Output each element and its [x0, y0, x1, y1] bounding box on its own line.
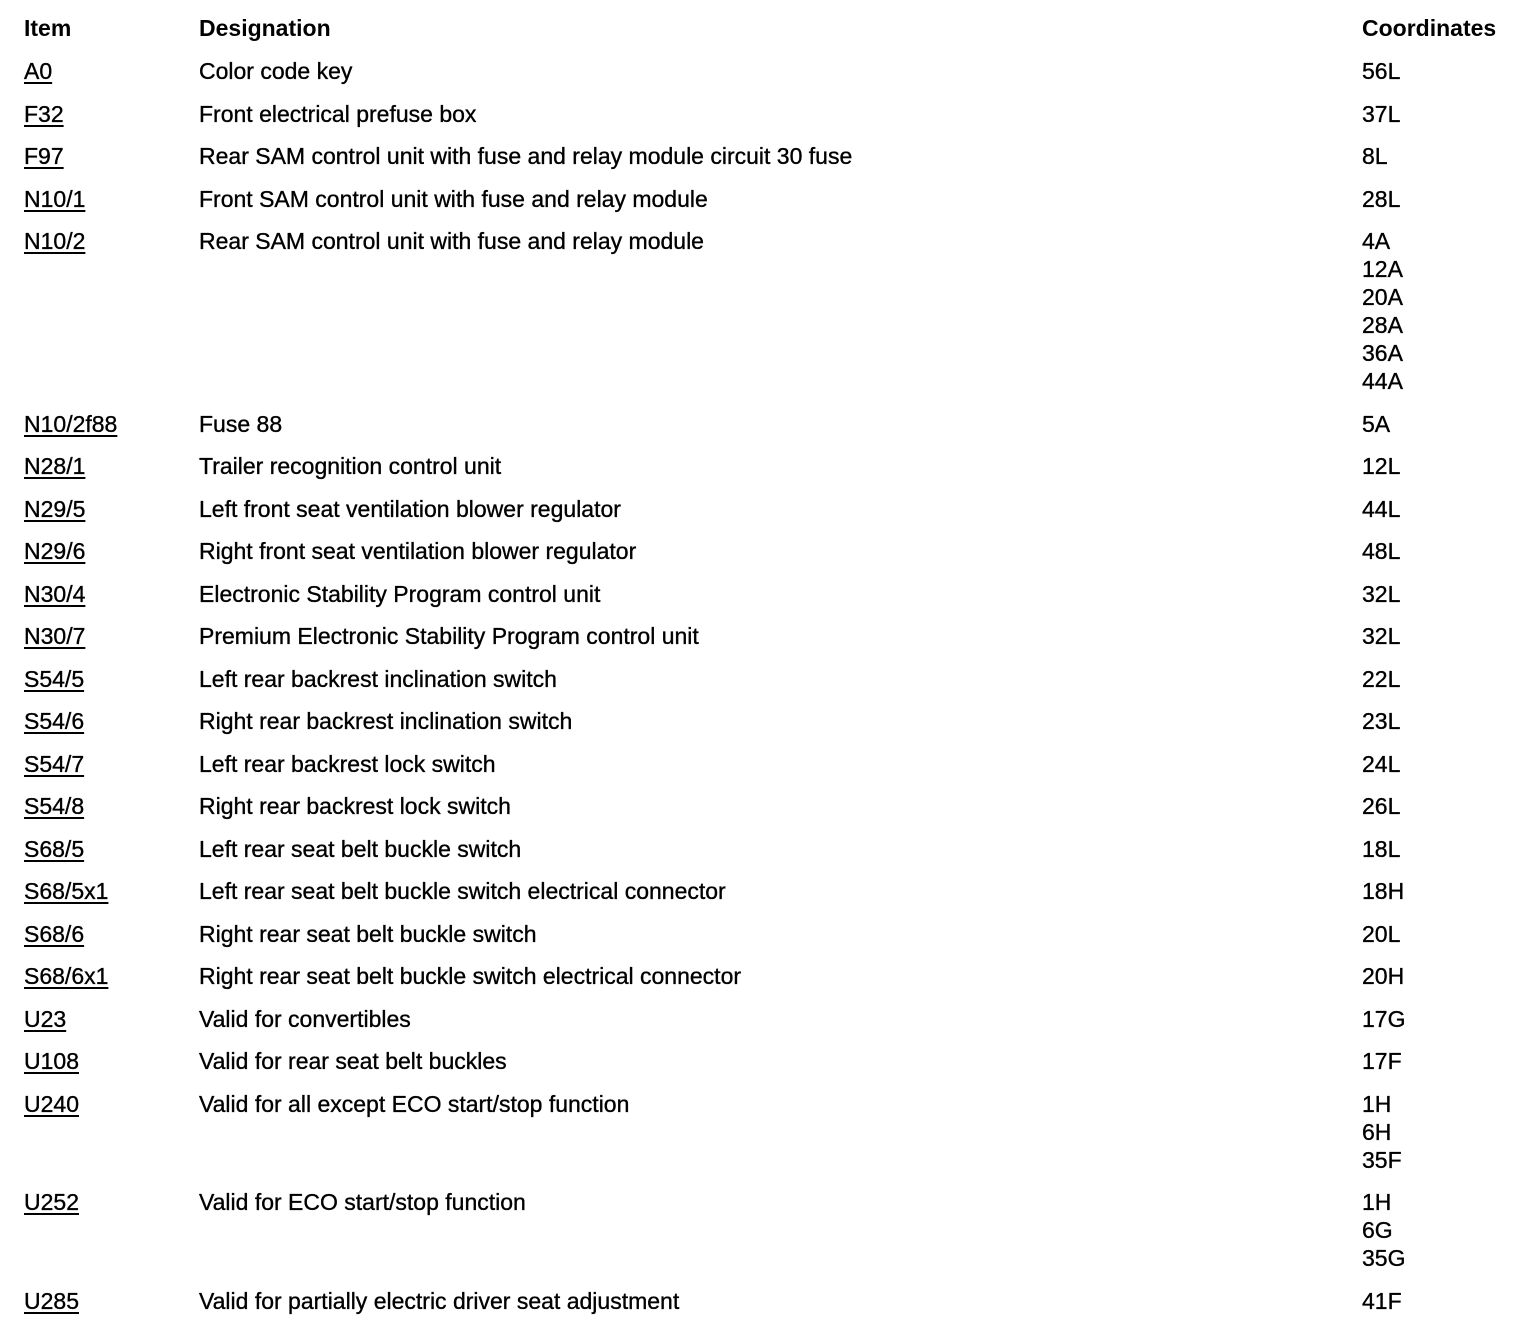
coordinate-value: 32L: [1362, 623, 1401, 649]
item-cell: [24, 1090, 199, 1118]
coordinates-cell: [1362, 835, 1522, 863]
item-cell: [24, 185, 199, 213]
item-link[interactable]: S54/6: [24, 708, 85, 734]
coordinates-cell: [1362, 877, 1522, 905]
designation-cell: Valid for rear seat belt buckles: [199, 1048, 507, 1074]
designation-cell: Valid for ECO start/stop function: [199, 1189, 526, 1215]
item-link[interactable]: N10/2f88: [24, 410, 118, 437]
designation-cell: Right front seat ventilation blower regulator: [199, 538, 637, 564]
item-cell: [24, 1047, 199, 1075]
item-link[interactable]: N29/5: [24, 495, 86, 522]
table-row: [24, 495, 1524, 523]
item-cell: [24, 410, 199, 438]
item-cell: [24, 1188, 199, 1216]
item-link[interactable]: U23: [24, 1005, 67, 1032]
coordinate-value: 20A: [1362, 284, 1403, 310]
coordinate-value: 44L: [1362, 495, 1401, 522]
table-row: [24, 410, 1524, 438]
item-link[interactable]: A0: [24, 58, 53, 84]
coordinates-cell: [1362, 142, 1522, 170]
item-cell: [24, 495, 199, 523]
item-cell: [24, 227, 199, 255]
table-row: [24, 792, 1524, 820]
coordinates-cell: [1362, 1005, 1522, 1033]
item-link[interactable]: S68/5x1: [24, 878, 109, 904]
designation-cell: Front SAM control unit with fuse and relay module: [199, 185, 708, 212]
designation-cell: Premium Electronic Stability Program control unit: [199, 623, 699, 649]
table-row: [24, 57, 1524, 85]
item-link[interactable]: N10/2: [24, 228, 86, 254]
coordinates-cell: [1362, 452, 1522, 480]
item-cell: [24, 750, 199, 778]
item-link[interactable]: U252: [24, 1189, 79, 1215]
table-row: [24, 1005, 1524, 1033]
table-row: [24, 142, 1524, 170]
designation-cell: Color code key: [199, 58, 353, 84]
item-cell: [24, 1005, 199, 1033]
coordinates-cell: [1362, 1188, 1522, 1272]
item-link[interactable]: S68/6x1: [24, 963, 109, 989]
designation-cell: Right rear backrest inclination switch: [199, 708, 573, 734]
item-link[interactable]: U285: [24, 1287, 79, 1314]
coordinates-cell: [1362, 750, 1522, 778]
table-row: [24, 750, 1524, 778]
item-link[interactable]: U240: [24, 1090, 79, 1117]
designation-cell: Valid for partially electric driver seat adjustment: [199, 1287, 680, 1314]
item-cell: [24, 1287, 199, 1315]
table-row: [24, 185, 1524, 213]
coordinate-value: 12A: [1362, 256, 1403, 282]
coordinates-cell: [1362, 962, 1522, 990]
coordinate-value: 48L: [1362, 538, 1401, 564]
coordinate-value: 35G: [1362, 1245, 1406, 1271]
designation-cell: Trailer recognition control unit: [199, 453, 502, 479]
designation-cell: Electronic Stability Program control unit: [199, 580, 601, 607]
coordinates-cell: [1362, 1090, 1522, 1174]
coordinates-cell: [1362, 792, 1522, 820]
designation-cell: Rear SAM control unit with fuse and relay module: [199, 228, 704, 254]
coordinate-value: 17F: [1362, 1048, 1402, 1074]
table-row: [24, 962, 1524, 990]
item-cell: [24, 707, 199, 735]
item-cell: [24, 877, 199, 905]
coordinate-value: 18H: [1362, 878, 1405, 904]
coordinate-value: 36A: [1362, 340, 1403, 366]
table-row: [24, 100, 1524, 128]
coordinate-value: 32L: [1362, 580, 1401, 607]
table-row: [24, 665, 1524, 693]
coordinate-value: 26L: [1362, 793, 1401, 819]
item-cell: [24, 580, 199, 608]
coordinate-value: 22L: [1362, 665, 1401, 692]
item-link[interactable]: U108: [24, 1048, 79, 1074]
designation-cell: Right rear seat belt buckle switch: [199, 920, 537, 947]
item-link[interactable]: N28/1: [24, 453, 86, 479]
item-link[interactable]: N30/4: [24, 580, 86, 607]
designation-cell: Rear SAM control unit with fuse and relay module circuit 30 fuse: [199, 143, 853, 169]
item-link[interactable]: S68/6: [24, 920, 85, 947]
coordinate-value: 8L: [1362, 143, 1388, 169]
coordinate-value: 24L: [1362, 750, 1401, 777]
coordinates-cell: [1362, 410, 1522, 438]
item-cell: [24, 835, 199, 863]
column-header-coordinates: Coordinates: [1362, 15, 1497, 41]
item-link[interactable]: S54/5: [24, 665, 85, 692]
table-row: [24, 227, 1524, 395]
table-row: [24, 707, 1524, 735]
coordinate-value: 6G: [1362, 1217, 1393, 1243]
coordinate-value: 20H: [1362, 963, 1405, 989]
table-row: [24, 920, 1524, 948]
designation-cell: Front electrical prefuse box: [199, 100, 477, 127]
coordinates-cell: [1362, 580, 1522, 608]
column-header-item: Item: [24, 15, 72, 41]
item-cell: [24, 100, 199, 128]
coordinate-value: 1H: [1362, 1189, 1392, 1215]
component-table: [24, 14, 1524, 1329]
coordinate-value: 17G: [1362, 1005, 1406, 1032]
coordinates-cell: [1362, 920, 1522, 948]
table-row: [24, 452, 1524, 480]
coordinates-cell: [1362, 185, 1522, 213]
item-cell: [24, 792, 199, 820]
item-cell: [24, 57, 199, 85]
column-header-designation: Designation: [199, 15, 331, 41]
coordinates-cell: [1362, 707, 1522, 735]
coordinate-value: 41F: [1362, 1287, 1402, 1314]
coordinate-value: 18L: [1362, 835, 1401, 862]
table-row: [24, 1287, 1524, 1315]
designation-cell: Fuse 88: [199, 410, 283, 437]
coordinate-value: 28A: [1362, 312, 1403, 338]
table-row: [24, 1188, 1524, 1272]
table-body: [24, 57, 1524, 1315]
table-row: [24, 1090, 1524, 1174]
coordinates-cell: [1362, 1047, 1522, 1075]
table-row: [24, 835, 1524, 863]
coordinate-value: 37L: [1362, 100, 1401, 127]
item-link[interactable]: F32: [24, 100, 64, 127]
item-cell: [24, 962, 199, 990]
coordinates-cell: [1362, 665, 1522, 693]
item-cell: [24, 537, 199, 565]
coordinate-value: 20L: [1362, 920, 1401, 947]
designation-cell: Left front seat ventilation blower regulator: [199, 495, 621, 522]
coordinates-cell: [1362, 227, 1522, 395]
designation-cell: Valid for convertibles: [199, 1005, 411, 1032]
item-link[interactable]: N30/7: [24, 623, 86, 649]
designation-cell: Left rear seat belt buckle switch: [199, 835, 522, 862]
coordinates-cell: [1362, 537, 1522, 565]
item-cell: [24, 142, 199, 170]
coordinate-value: 44A: [1362, 368, 1403, 394]
coordinates-cell: [1362, 622, 1522, 650]
designation-cell: Right rear backrest lock switch: [199, 793, 511, 819]
table-header: [24, 14, 1524, 42]
table-row: [24, 1047, 1524, 1075]
table-row: [24, 580, 1524, 608]
coordinate-value: 1H: [1362, 1090, 1392, 1117]
item-link[interactable]: S54/8: [24, 793, 85, 819]
coordinate-value: 12L: [1362, 453, 1401, 479]
item-link[interactable]: S68/5: [24, 835, 85, 862]
coordinate-value: 5A: [1362, 410, 1391, 437]
item-link[interactable]: N10/1: [24, 185, 86, 212]
coordinate-value: 28L: [1362, 185, 1401, 212]
coordinates-cell: [1362, 1287, 1522, 1315]
coordinate-value: 23L: [1362, 708, 1401, 734]
designation-cell: Right rear seat belt buckle switch electrical connector: [199, 963, 742, 989]
item-cell: [24, 920, 199, 948]
designation-cell: Left rear backrest inclination switch: [199, 665, 557, 692]
item-cell: [24, 622, 199, 650]
coordinates-cell: [1362, 57, 1522, 85]
table-row: [24, 622, 1524, 650]
coordinate-value: 4A: [1362, 228, 1391, 254]
table-row: [24, 877, 1524, 905]
coordinate-value: 6H: [1362, 1118, 1392, 1145]
coordinates-cell: [1362, 495, 1522, 523]
item-link[interactable]: N29/6: [24, 538, 86, 564]
table-row: [24, 537, 1524, 565]
designation-cell: Left rear backrest lock switch: [199, 750, 496, 777]
coordinate-value: 56L: [1362, 58, 1401, 84]
coordinate-value: 35F: [1362, 1146, 1402, 1173]
item-cell: [24, 452, 199, 480]
coordinates-cell: [1362, 100, 1522, 128]
item-link[interactable]: F97: [24, 143, 64, 169]
designation-cell: Left rear seat belt buckle switch electrical connector: [199, 878, 726, 904]
designation-cell: Valid for all except ECO start/stop function: [199, 1090, 630, 1117]
item-link[interactable]: S54/7: [24, 750, 85, 777]
item-cell: [24, 665, 199, 693]
